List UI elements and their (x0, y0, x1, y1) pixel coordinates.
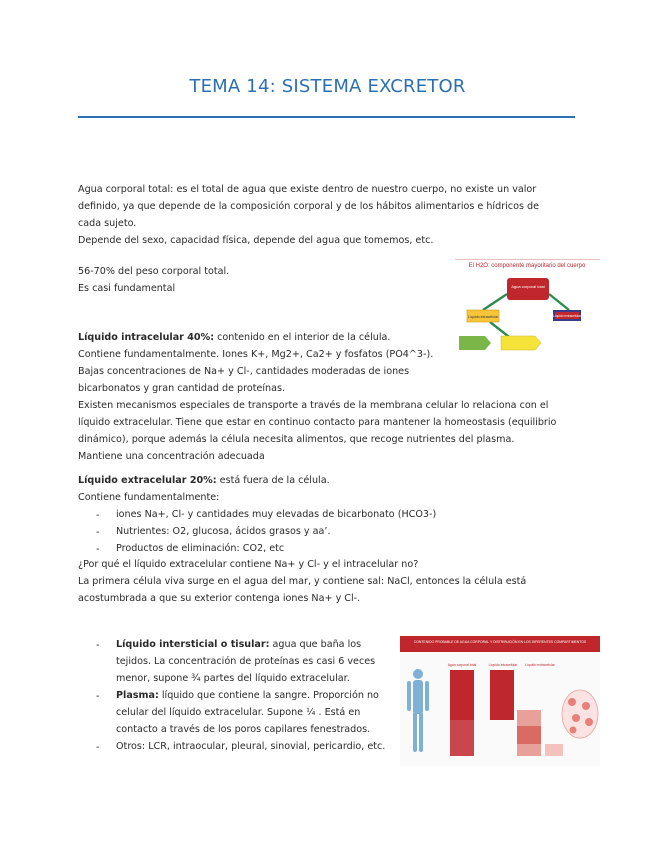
bullet-dash: - (96, 527, 100, 538)
extracellular-bar-top (517, 710, 541, 726)
intracellular-line-6: dinámico), porque además la célula necesita alimentos, que recoge nutrientes del plasma. (78, 434, 515, 445)
bullet-dash: - (96, 691, 100, 702)
plasma-line-1: Plasma: líquido que contiene la sangre. Proporción no (116, 690, 379, 701)
title-underline (78, 116, 575, 118)
extracellular-item-2: Nutrientes: O2, glucosa, ácidos grasos y aa’. (116, 526, 331, 537)
body-water-compartments-figure (400, 636, 600, 766)
svg-text:Líquido intracelular: Líquido intracelular (488, 663, 518, 667)
intracellular-line-2: Bajas concentraciones de Na+ y Cl-, cantidades moderadas de iones (78, 366, 410, 377)
intracellular-line-7: Mantiene una concentración adecuada (78, 451, 265, 462)
extracellular-item-3: Productos de eliminación: CO2, etc (116, 543, 285, 554)
green-arrow-box (459, 336, 491, 350)
total-water-bar-top (450, 670, 474, 720)
intro-line-3: cada sujeto. (78, 218, 137, 229)
intracellular-line-3: bicarbonatos y gran cantidad de proteínas. (78, 383, 286, 394)
extracellular-answer-1: La primera célula viva surge en el agua del mar, y contiene sal: NaCl, entonces la célula está (78, 576, 527, 587)
yellow-arrow-box (501, 336, 541, 350)
extracellular-heading: Líquido extracelular 20%: está fuera de la célula. (78, 475, 330, 486)
plasma-bar (545, 744, 563, 756)
total-water-bar-bottom (450, 720, 474, 756)
plasma-line-2: celular del líquido extracelular. Supone ¼ . Está en (116, 707, 361, 718)
svg-text:Líquido extracelular: Líquido extracelular (553, 314, 581, 318)
intro-line-2: definido, ya que depende de la composición corporal y de los hábitos alimentarios e hídricos de (78, 201, 539, 212)
svg-text:Líquido extracelular: Líquido extracelular (525, 663, 555, 667)
extracellular-bar-mid (517, 726, 541, 744)
water-distribution-diagram (455, 256, 600, 364)
bullet-dash: - (96, 510, 100, 521)
intro-line-4: Depende del sexo, capacidad física, depende del agua que tomemos, etc. (78, 235, 434, 246)
extracellular-bar-bottom (517, 744, 541, 756)
intracellular-heading: Líquido intracelular 40%: contenido en el interior de la célula. (78, 332, 391, 343)
extracellular-question: ¿Por qué el líquido extracelular contiene Na+ y Cl- y el intracelular no? (78, 559, 419, 570)
svg-text:Agua corporal total: Agua corporal total (447, 663, 477, 667)
intracellular-bar (490, 670, 514, 720)
interstitial-line-1: Líquido intersticial o tisular: agua que baña los (116, 639, 362, 650)
bullet-dash: - (96, 742, 100, 753)
interstitial-line-3: menor, supone ¾ partes del líquido extracelular. (116, 673, 350, 684)
pct-line-2: Es casi fundamental (78, 283, 176, 294)
others-line: Otros: LCR, intraocular, pleural, sinovial, pericardio, etc. (116, 741, 386, 752)
extracellular-answer-2: acostumbrada a que su exterior contenga iones Na+ y Cl-. (78, 593, 361, 604)
figure2-header (400, 636, 600, 652)
extracellular-contains: Contiene fundamentalmente: (78, 492, 220, 503)
plasma-line-3: contacto a través de los poros capilares fenestrados. (116, 724, 371, 735)
figure1-caption: El H2O: componente mayoritario del cuerpo (468, 263, 586, 269)
intracellular-line-1: Contiene fundamentalmente. Iones K+, Mg2+, Ca2+ y fosfatos (PO4^3-). (78, 349, 434, 360)
total-water-box (507, 278, 549, 300)
bullet-dash: - (96, 544, 100, 555)
svg-text:Líquido intracelular: Líquido intracelular (467, 315, 499, 319)
page-title: TEMA 14: SISTEMA EXCRETOR (189, 76, 466, 97)
extracellular-item-1: iones Na+, Cl- y cantidades muy elevadas de bicarbonato (HCO3-) (116, 509, 437, 520)
intracellular-line-4: Existen mecanismos especiales de transporte a través de la membrana celular lo relaciona con el (78, 400, 549, 411)
intracellular-line-5: líquido extracelular. Tiene que estar en continuo contacto para mantener la homeostasis (equilibrio (78, 417, 557, 428)
bullet-dash: - (96, 640, 100, 651)
interstitial-line-2: tejidos. La concentración de proteínas es casi 6 veces (116, 656, 376, 667)
svg-text:CONTENIDO PROBABLE DE AGUA COR: CONTENIDO PROBABLE DE AGUA CORPORAL Y DISTRIBUCIÓN EN LOS DIFERENTES COMPARTIMENTOS (413, 640, 587, 644)
intro-line-1: Agua corporal total: es el total de agua que existe dentro de nuestro cuerpo, no existe un valor (78, 184, 537, 195)
cells-illustration (562, 690, 598, 738)
pct-line-1: 56-70% del peso corporal total. (78, 266, 230, 277)
svg-text:Agua corporal total: Agua corporal total (511, 284, 545, 289)
